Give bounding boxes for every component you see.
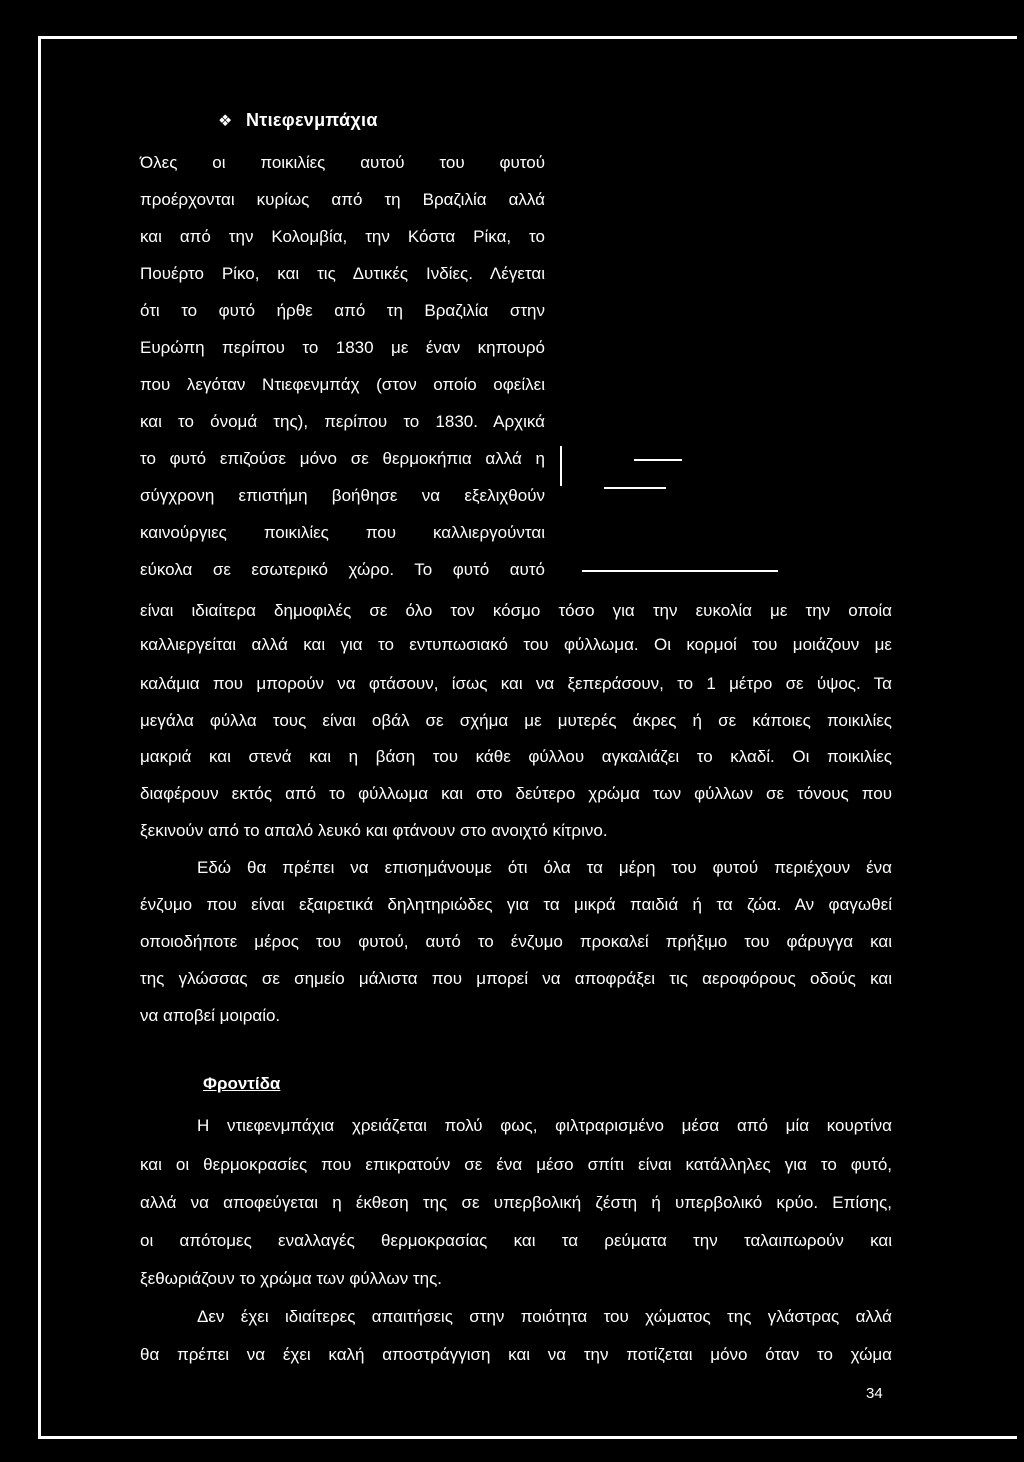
warning-line: Εδώ θα πρέπει να επισημάνουμε ότι όλα τα μέρη του φυτού περιέχουν ένα xyxy=(197,858,892,877)
diamond-bullet-icon: ❖ xyxy=(218,113,233,130)
care-line: και οι θερμοκρασίες που επικρατούν σε ένα μέσο σπίτι είναι κατάλληλες για το φυτό, xyxy=(140,1155,892,1174)
care-line: αλλά να αποφεύγεται η έκθεση της σε υπερβολική ζέστη ή υπερβολικό κρύο. Επίσης, xyxy=(140,1193,892,1212)
body-line: καλάμια που μπορούν να φτάσουν, ίσως και να ξεπεράσουν, το 1 μέτρο σε ύψος. Τα xyxy=(140,674,892,693)
intro-line: καινούργιες ποικιλίες που καλλιεργούνται xyxy=(140,523,545,542)
intro-line: Όλες οι ποικιλίες αυτού του φυτού xyxy=(140,153,545,172)
figure-dash xyxy=(582,570,778,572)
section-heading xyxy=(218,110,378,131)
warning-line: οποιοδήποτε μέρος του φυτού, αυτό το ένζυμο προκαλεί πρήξιμο του φάρυγγα και xyxy=(140,932,892,951)
body-line: μεγάλα φύλλα τους είναι οβάλ σε σχήμα με μυτερές άκρες ή σε κάποιες ποικιλίες xyxy=(140,711,892,730)
intro-line: προέρχονται κυρίως από τη Βραζιλία αλλά xyxy=(140,190,545,209)
warning-line: να αποβεί μοιραίο. xyxy=(140,1006,281,1025)
figure-dash xyxy=(604,487,666,489)
page-number: 34 xyxy=(866,1385,883,1402)
body-line: καλλιεργείται αλλά και για το εντυπωσιακό του φύλλωμα. Οι κορμοί του μοιάζουν με xyxy=(140,635,892,654)
section-title: Ντιεφενμπάχια xyxy=(246,110,378,130)
care-line: Δεν έχει ιδιαίτερες απαιτήσεις στην ποιότητα του χώματος της γλάστρας αλλά xyxy=(197,1307,892,1326)
intro-line: και το όνομά της), περίπου το 1830. Αρχικά xyxy=(140,412,545,431)
intro-line: εύκολα σε εσωτερικό χώρο. Το φυτό αυτό xyxy=(140,560,545,579)
intro-line: Ευρώπη περίπου το 1830 με έναν κηπουρό xyxy=(140,338,545,357)
care-line: Η ντιεφενμπάχια χρειάζεται πολύ φως, φιλτραρισμένο μέσα από μία κουρτίνα xyxy=(197,1116,892,1135)
intro-line: ότι το φυτό ήρθε από τη Βραζιλία στην xyxy=(140,301,545,320)
intro-line: σύγχρονη επιστήμη βοήθησε να εξελιχθούν xyxy=(140,486,545,505)
care-line: θα πρέπει να έχει καλή αποστράγγιση και να την ποτίζεται μόνο όταν το χώμα xyxy=(140,1345,892,1364)
care-heading: Φροντίδα xyxy=(203,1074,281,1093)
figure-bracket xyxy=(560,446,562,486)
warning-line: ένζυμο που είναι εξαιρετικά δηλητηριώδες για τα μικρά παιδιά ή τα ζώα. Αν φαγωθεί xyxy=(140,895,892,914)
body-line: διαφέρουν εκτός από το φύλλωμα και στο δεύτερο χρώμα των φύλλων σε τόνους που xyxy=(140,784,892,803)
body-line: ξεκινούν από το απαλό λευκό και φτάνουν στο ανοιχτό κίτρινο. xyxy=(140,821,608,840)
intro-line: και από την Κολομβία, την Κόστα Ρίκα, το xyxy=(140,227,545,246)
care-line: ξεθωριάζουν το χρώμα των φύλλων της. xyxy=(140,1269,443,1288)
body-line: μακριά και στενά και η βάση του κάθε φύλλου αγκαλιάζει το κλαδί. Οι ποικιλίες xyxy=(140,747,892,766)
body-line: είναι ιδιαίτερα δημοφιλές σε όλο τον κόσμο τόσο για την ευκολία με την οποία xyxy=(140,601,892,620)
warning-line: της γλώσσας σε σημείο μάλιστα που μπορεί να αποφράξει τις αεροφόρους οδούς και xyxy=(140,969,892,988)
intro-line: το φυτό επιζούσε μόνο σε θερμοκήπια αλλά η xyxy=(140,449,545,468)
intro-line: που λεγόταν Ντιεφενμπάχ (στον οποίο οφείλει xyxy=(140,375,545,394)
figure-dash xyxy=(634,459,682,461)
intro-line: Πουέρτο Ρίκο, και τις Δυτικές Ινδίες. Λέγεται xyxy=(140,264,545,283)
care-line: οι απότομες εναλλαγές θερμοκρασίας και τα ρεύματα την ταλαιπωρούν και xyxy=(140,1231,892,1250)
